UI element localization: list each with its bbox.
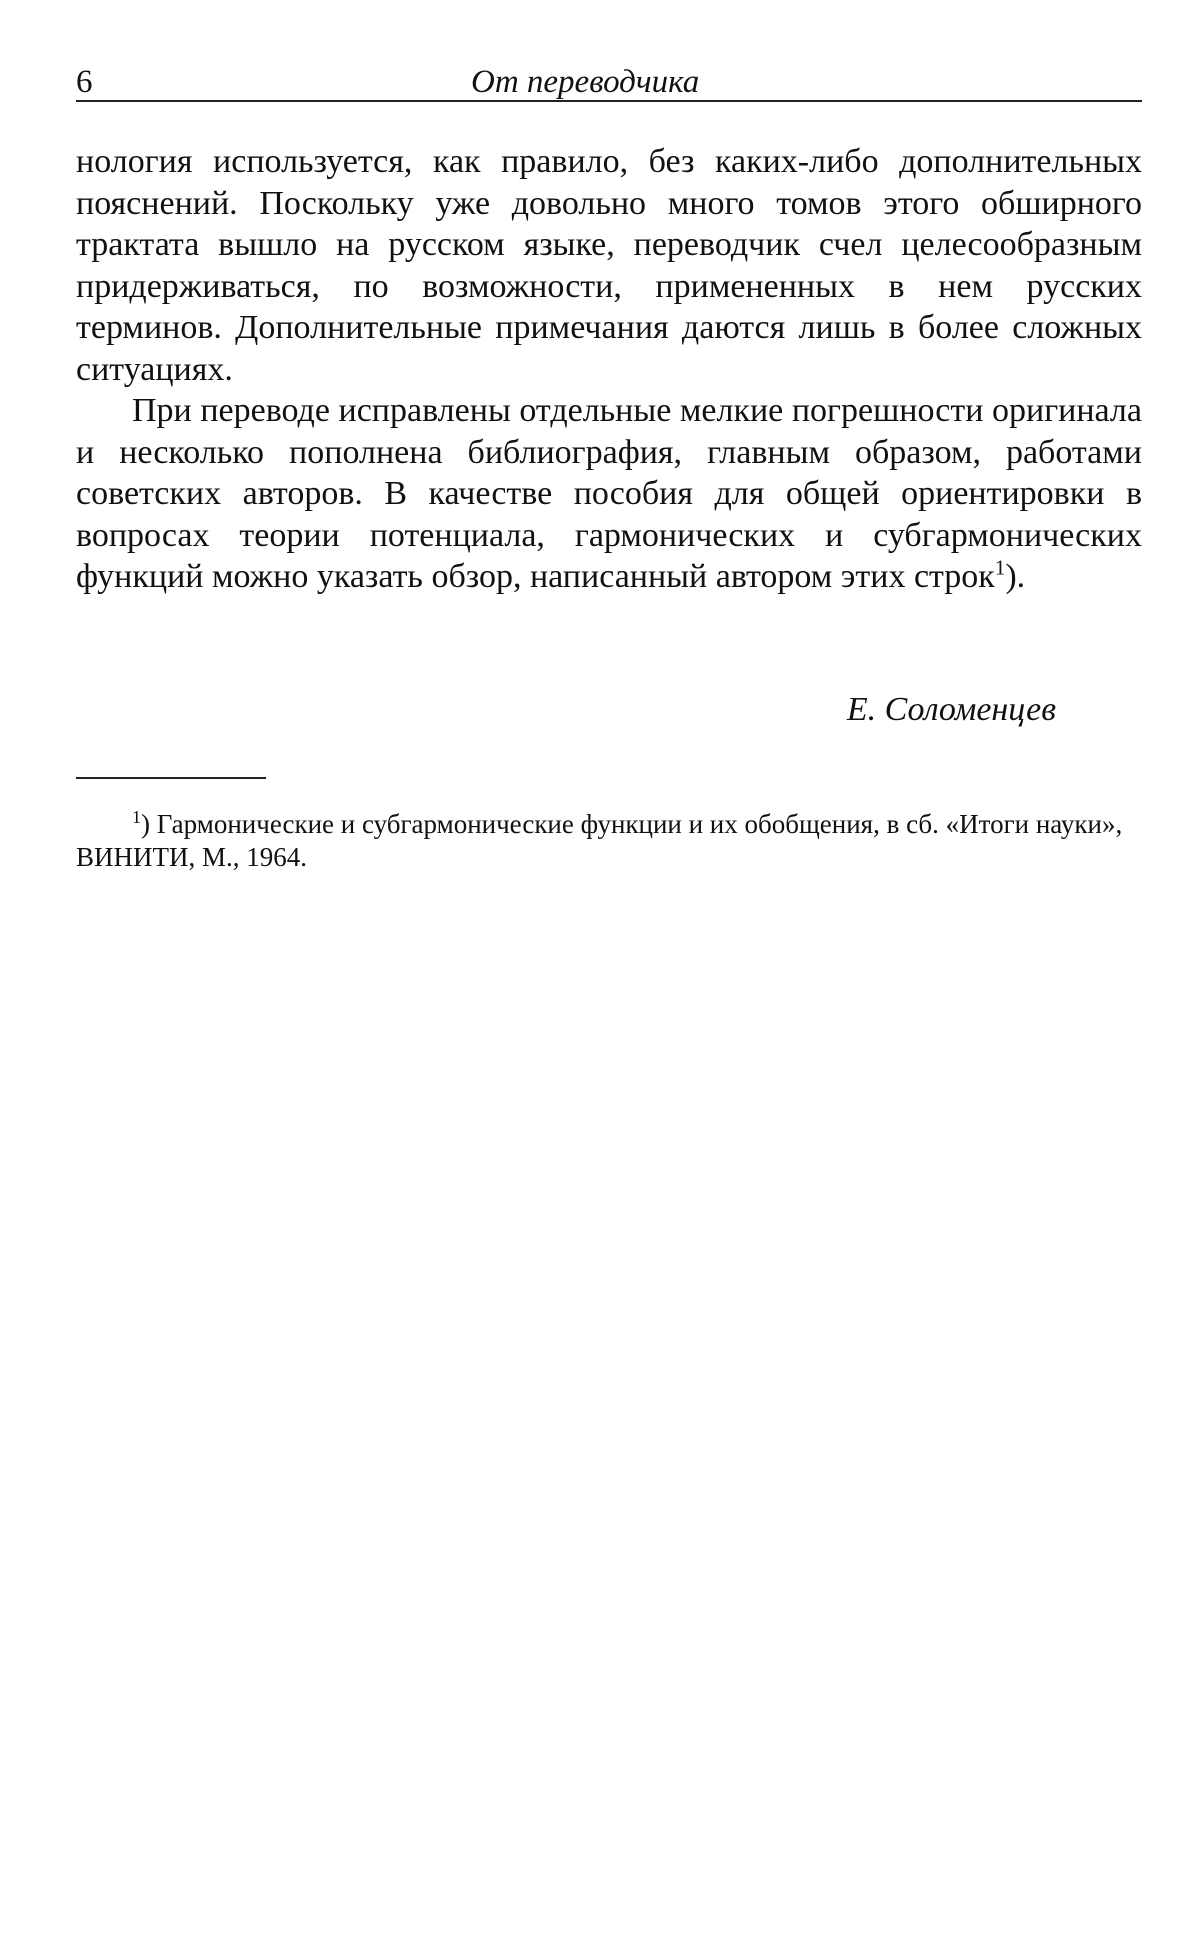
paragraph-2 [76,390,1142,598]
footnote-mark: 1 [132,807,141,827]
running-title: От переводчика [471,64,700,100]
footnote [76,808,1142,874]
footnote-text: ) Гармонические и субгармонические функции и их обобщения, в сб. «Итоги науки», ВИНИТИ, М., 1964. [76,809,1123,872]
paragraph-2-end: ). [1005,558,1026,595]
footnote-rule [76,777,266,779]
paragraph-2-text: При переводе исправлены отдельные мелкие погрешности оригинала и несколько пополнена библиография, главным образом, работами советских авторов. В качестве пособия для общей ориентировки в вопросах теории потенциала, гармонических и субгармонических функций можно указать обзор, написанный автором этих строк [76,392,1142,595]
body-text [76,141,1142,598]
page-number: 6 [76,64,93,100]
header-rule [76,100,1142,102]
footnote-reference: 1 [994,555,1006,580]
translator-signature: Е. Соломенцев [846,691,1056,728]
page-header [76,58,1142,106]
paragraph-1: нология используется, как правило, без каких-либо дополнительных пояснений. Поскольку уже довольно много томов этого обширного трактата вышло на русском языке, переводчик счел целесообразным придерживаться, по возможности, примененных в нем русских терминов. Дополнительные примечания даются лишь в более сложных ситуациях. [76,143,1142,388]
